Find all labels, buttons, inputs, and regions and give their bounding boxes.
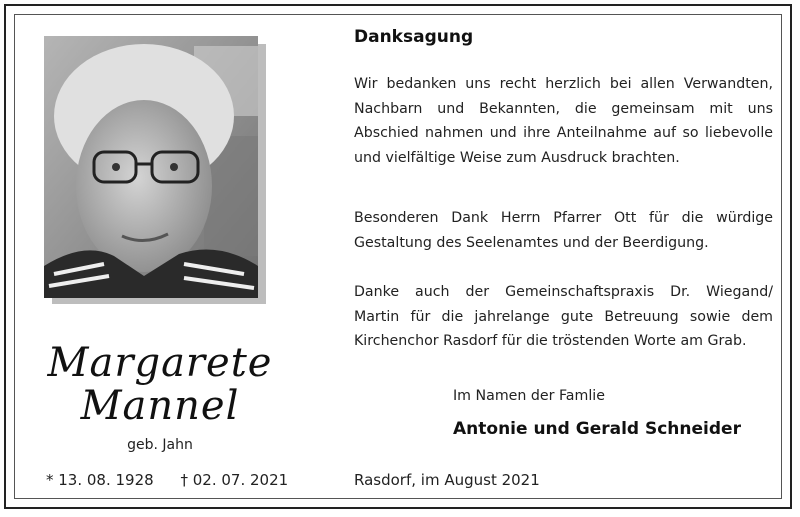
signoff: Im Namen der Famlie bbox=[453, 388, 605, 404]
text-line: und vielfältige Weise zum Ausdruck brachten. bbox=[354, 149, 680, 166]
text-line: Kirchenchor Rasdorf für die tröstenden Worte am Grab. bbox=[354, 333, 747, 349]
thanks-paragraph-2 bbox=[354, 206, 773, 255]
thanks-paragraph-3 bbox=[354, 280, 773, 354]
portrait-illustration bbox=[44, 36, 258, 298]
notice-title: Danksagung bbox=[354, 27, 474, 47]
deceased-first-name: Margarete bbox=[47, 340, 273, 386]
signers: Antonie und Gerald Schneider bbox=[453, 419, 741, 439]
deceased-last-name: Mannel bbox=[80, 383, 240, 429]
text-line: Abschied nahmen und ihre Anteilnahme auf so liebevolle bbox=[354, 125, 773, 141]
deceased-maiden-name: geb. Jahn bbox=[127, 437, 193, 453]
text-line: Martin für die jahrelange gute Betreuung sowie dem bbox=[354, 308, 773, 325]
life-dates bbox=[46, 471, 310, 489]
text-line: Wir bedanken uns recht herzlich bei allen Verwandten, bbox=[354, 76, 773, 92]
thanks-paragraph-1 bbox=[354, 72, 773, 170]
text-line: Besonderen Dank Herrn Pfarrer Ott für die würdige bbox=[354, 210, 773, 226]
death-date: † 02. 07. 2021 bbox=[180, 471, 289, 489]
portrait-photo-icon bbox=[44, 36, 258, 298]
birth-date: * 13. 08. 1928 bbox=[46, 471, 154, 489]
text-line: Nachbarn und Bekannten, die gemeinsam mit uns bbox=[354, 100, 773, 117]
portrait bbox=[44, 36, 266, 304]
text-line: Gestaltung des Seelenamtes und der Beerdigung. bbox=[354, 234, 709, 251]
place-date: Rasdorf, im August 2021 bbox=[354, 471, 540, 489]
text-line: Danke auch der Gemeinschaftspraxis Dr. Wiegand/ bbox=[354, 284, 773, 300]
